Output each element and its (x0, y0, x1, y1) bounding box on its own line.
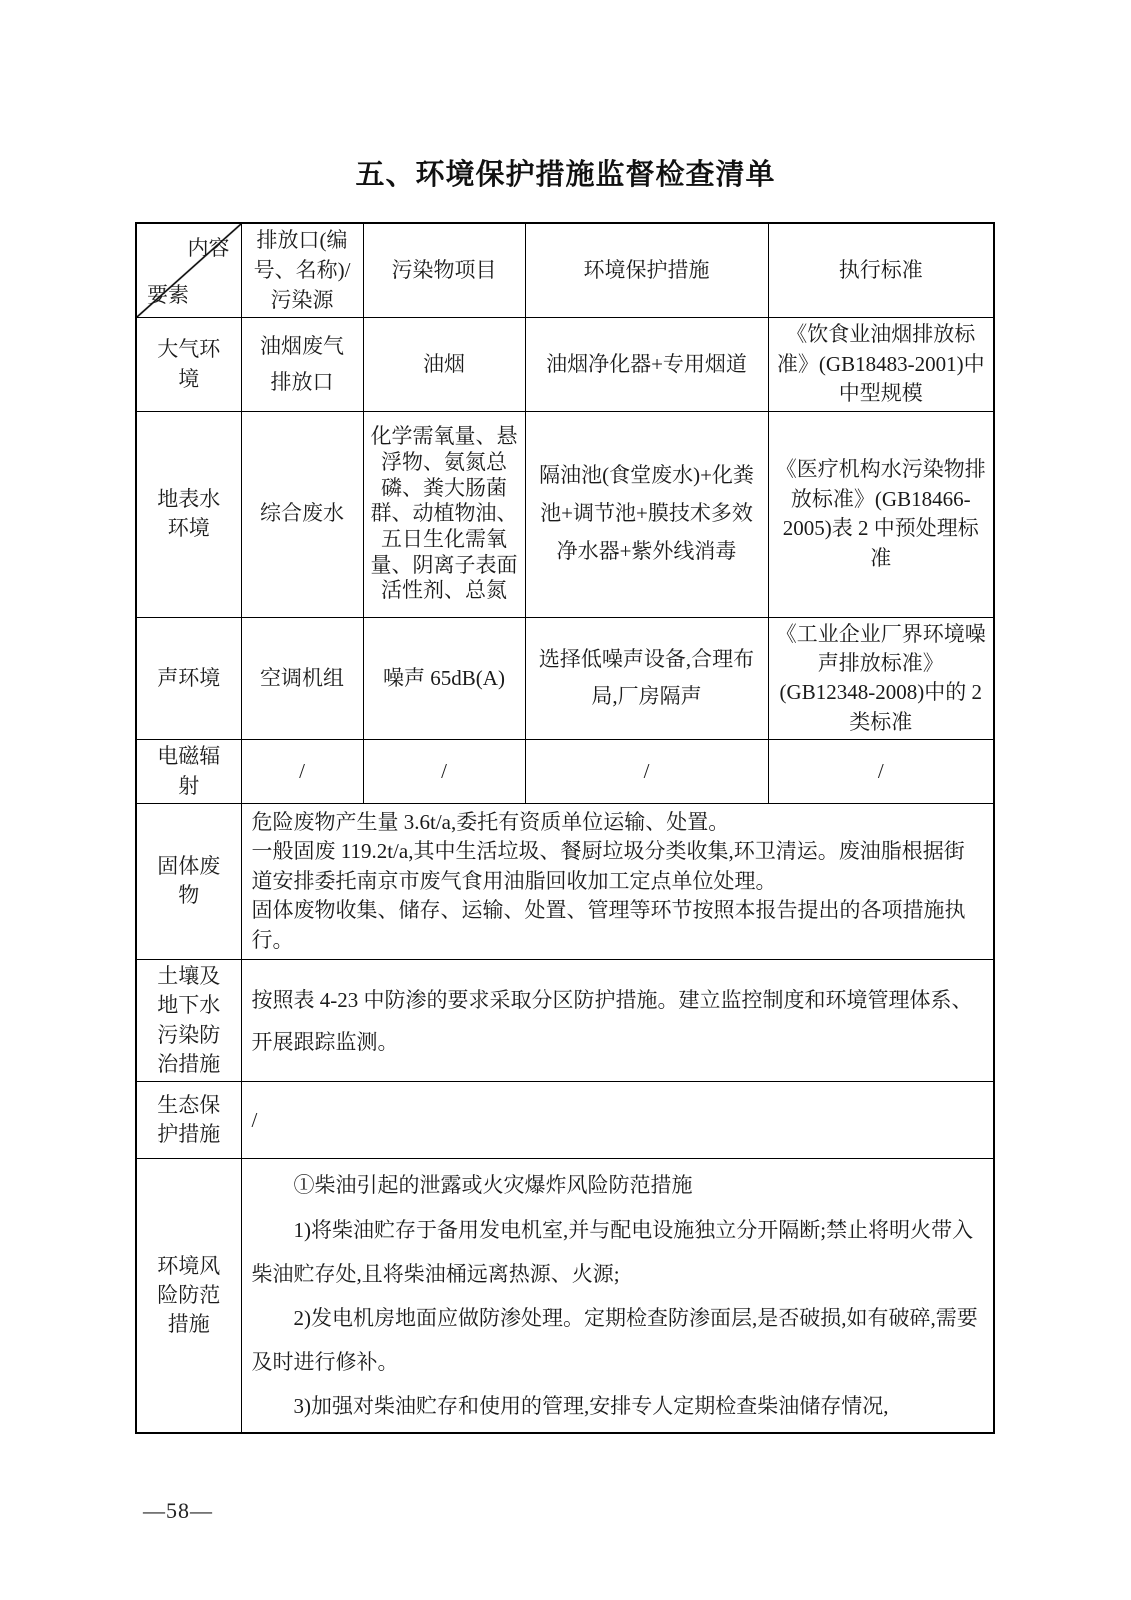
cell-water-standard: 《医疗机构水污染物排放标准》(GB18466-2005)表 2 中预处理标准 (768, 411, 994, 617)
cell-risk-prevention-content (241, 1159, 994, 1433)
corner-label-content: 内容 (187, 236, 230, 260)
page-number: —58— (143, 1498, 213, 1523)
table-row-noise (136, 617, 994, 740)
corner-label-element: 要素 (147, 283, 189, 308)
row-label-noise: 声环境 (136, 617, 241, 740)
table-row-soil-groundwater (136, 959, 994, 1082)
row-label-risk-prevention: 环境风险防范措施 (136, 1159, 241, 1433)
cell-water-pollutant: 化学需氧量、悬浮物、氨氮总磷、粪大肠菌群、动植物油、五日生化需氧量、阴离子表面活性剂、总氮 (363, 411, 525, 617)
table-row-surface-water (136, 411, 994, 617)
row-label-atmosphere: 大气环境 (136, 318, 241, 411)
row-label-ecological: 生态保护措施 (136, 1082, 241, 1159)
risk-prevention-paragraph: 1)将柴油贮存于备用发电机室,并与配电设施独立分开隔断;禁止将明火带入柴油贮存处,且将柴油桶远离热源、火源; (251, 1217, 974, 1286)
row-label-solid-waste: 固体废物 (136, 803, 241, 959)
table-row-solid-waste (136, 803, 994, 959)
risk-prevention-paragraph: 3)加强对柴油贮存和使用的管理,安排专人定期检查柴油储存情况, (293, 1393, 889, 1418)
cell-soil-groundwater-content (241, 959, 994, 1082)
cell-noise-standard: 《工业企业厂界环境噪声排放标准》(GB12348-2008)中的 2 类标准 (768, 617, 994, 740)
soil-groundwater-paragraph: 按照表 4-23 中防渗的要求采取分区防护措施。建立监控制度和环境管理体系、开展跟踪监测。 (251, 987, 973, 1054)
row-label-emr: 电磁辐射 (136, 740, 241, 804)
corner-header-cell (136, 223, 241, 318)
cell-water-outlet: 综合废水 (241, 411, 363, 617)
inspection-checklist-table (135, 222, 995, 1434)
cell-noise-measure: 选择低噪声设备,合理布局,厂房隔声 (525, 617, 768, 740)
column-header-outlet: 排放口(编号、名称)/污染源 (241, 223, 363, 318)
table-row-ecological (136, 1082, 994, 1159)
cell-atmosphere-measure: 油烟净化器+专用烟道 (525, 318, 768, 411)
cell-emr-pollutant: / (363, 740, 525, 804)
cell-ecological-content (241, 1082, 994, 1159)
row-label-surface-water: 地表水环境 (136, 411, 241, 617)
column-header-pollutant: 污染物项目 (363, 223, 525, 318)
cell-atmosphere-standard: 《饮食业油烟排放标准》(GB18483-2001)中中型规模 (768, 318, 994, 411)
solid-waste-paragraph: 一般固废 119.2t/a,其中生活垃圾、餐厨垃圾分类收集,环卫清运。废油脂根据街道安排委托南京市废气食用油脂回收加工定点单位处理。 (251, 839, 965, 893)
cell-emr-standard: / (768, 740, 994, 804)
cell-emr-outlet: / (241, 740, 363, 804)
table-row-atmosphere (136, 318, 994, 411)
cell-noise-outlet: 空调机组 (241, 617, 363, 740)
cell-water-measure: 隔油池(食堂废水)+化粪池+调节池+膜技术多效净水器+紫外线消毒 (525, 411, 768, 617)
table-row-emr (136, 740, 994, 804)
ecological-paragraph: / (251, 1107, 258, 1132)
cell-emr-measure: / (525, 740, 768, 804)
page-title: 五、环境保护措施监督检查清单 (355, 159, 776, 191)
cell-solid-waste-content (241, 803, 994, 959)
table-row-risk-prevention (136, 1159, 994, 1433)
table-header-row (136, 223, 994, 318)
solid-waste-paragraph: 固体废物收集、储存、运输、处置、管理等环节按照本报告提出的各项措施执行。 (251, 898, 966, 952)
risk-prevention-paragraph: ①柴油引起的泄露或火灾爆炸风险防范措施 (293, 1173, 693, 1198)
solid-waste-paragraph: 危险废物产生量 3.6t/a,委托有资质单位运输、处置。 (251, 809, 730, 834)
column-header-measure: 环境保护措施 (525, 223, 768, 318)
risk-prevention-paragraph: 2)发电机房地面应做防渗处理。定期检查防渗面层,是否破损,如有破碎,需要及时进行修补。 (251, 1305, 978, 1374)
column-header-standard: 执行标准 (768, 223, 994, 318)
row-label-soil-groundwater: 土壤及地下水污染防治措施 (136, 959, 241, 1082)
cell-atmosphere-outlet: 油烟废气排放口 (241, 318, 363, 411)
cell-noise-pollutant: 噪声 65dB(A) (363, 617, 525, 740)
cell-atmosphere-pollutant: 油烟 (363, 318, 525, 411)
